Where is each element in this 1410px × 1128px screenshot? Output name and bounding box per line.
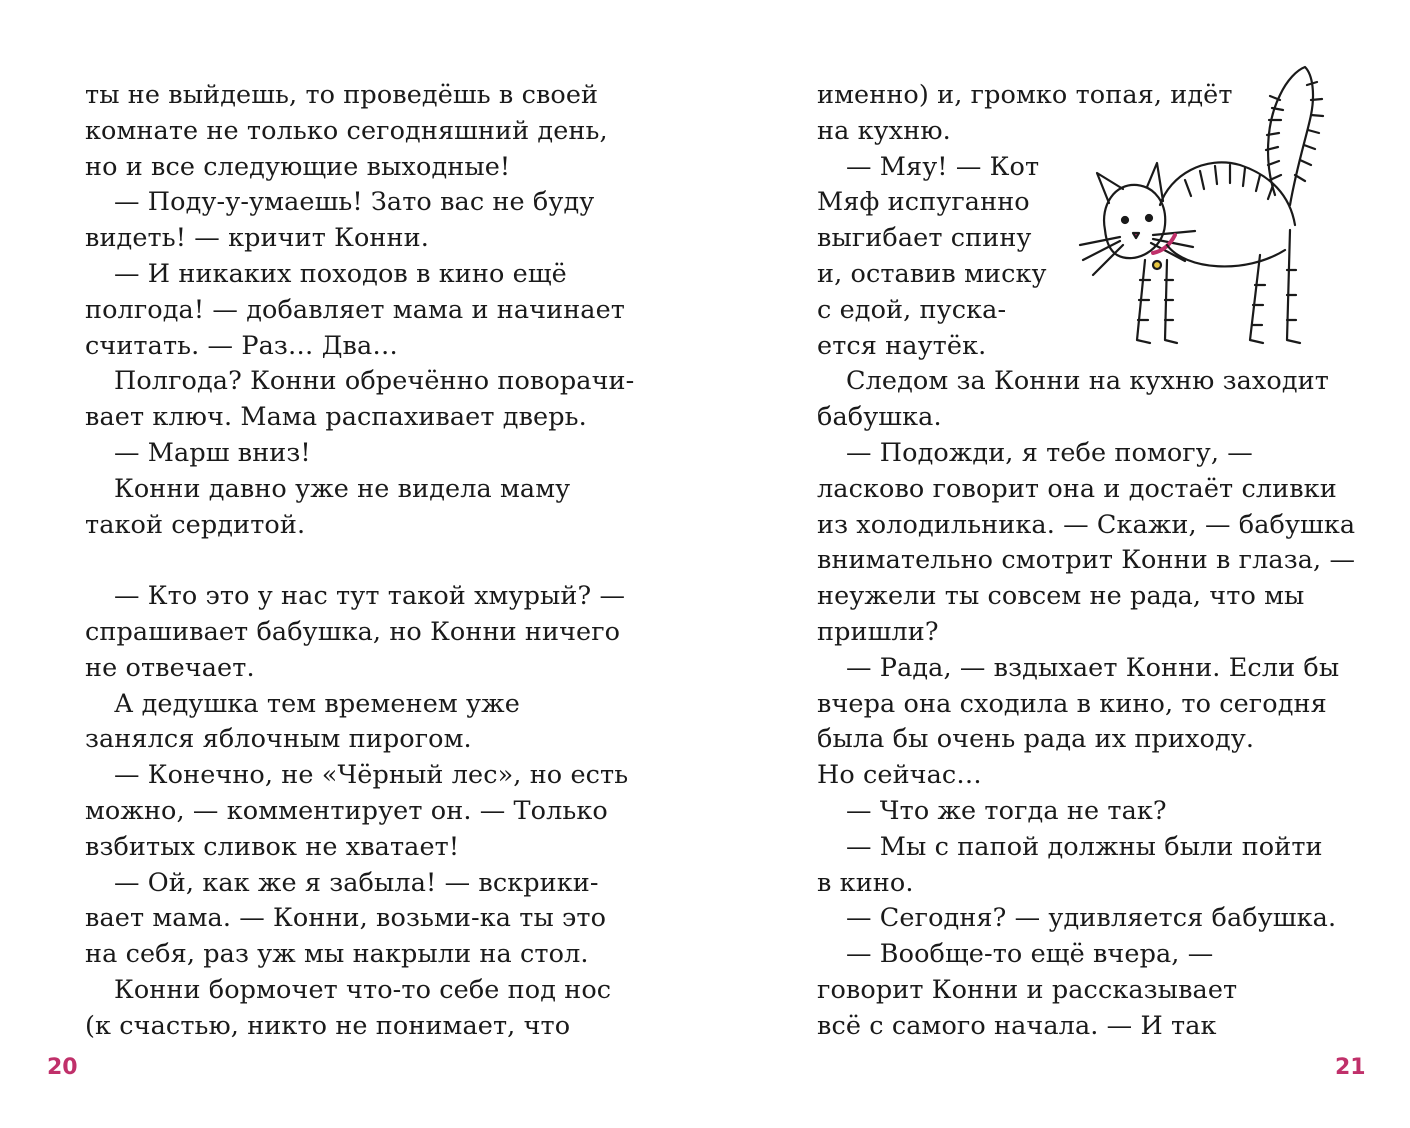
text-line: такой сердитой.	[85, 509, 306, 540]
text-line: говорит Конни и рассказывает	[817, 974, 1238, 1005]
text-line: вает мама. — Конни, возьми-ка ты это	[85, 903, 607, 934]
text-line: Полгода? Конни обречённо поворачи-	[114, 366, 635, 397]
text-line: — Поду-у-умаешь! Зато вас не буду	[114, 187, 595, 218]
text-line: Но сейчас…	[817, 760, 982, 791]
text-line	[85, 543, 605, 579]
text-line: с едой, пуска-	[817, 294, 1007, 325]
text-line: на кухню.	[817, 115, 951, 146]
text-line: комнате не только сегодняшний день,	[85, 115, 608, 146]
text-line: Конни бормочет что-то себе под нос	[114, 974, 612, 1005]
text-line: на себя, раз уж мы накрыли на стол.	[85, 939, 589, 970]
text-line: Мяф испуганно	[817, 187, 1030, 218]
text-line: из холодильника. — Скажи, — бабушка	[817, 509, 1356, 540]
text-line: — Рада, — вздыхает Конни. Если бы	[846, 652, 1340, 683]
text-line: вает ключ. Мама распахивает дверь.	[85, 402, 587, 433]
cat-arched-back-icon	[1075, 55, 1365, 355]
text-line: — Мяу! — Кот	[846, 151, 1040, 182]
text-line: ется наутёк.	[817, 330, 987, 361]
text-line: — Мы с папой должны были пойти	[846, 831, 1323, 862]
text-line: А дедушка тем временем уже	[114, 688, 520, 719]
text-line: ты не выйдешь, то проведёшь в своей	[85, 80, 599, 110]
text-line: — Марш вниз!	[114, 437, 311, 468]
text-line: но и все следующие выходные!	[85, 151, 511, 182]
text-line: бабушка.	[817, 402, 942, 433]
right-page-number: 21	[1335, 1055, 1366, 1080]
text-line: видеть! — кричит Конни.	[85, 223, 429, 254]
text-line: неужели ты совсем не рада, что мы	[817, 581, 1305, 612]
text-line: взбитых сливок не хватает!	[85, 831, 460, 862]
text-line: вчера она сходила в кино, то сегодня	[817, 688, 1327, 719]
text-line: Следом за Конни на кухню заходит	[846, 366, 1329, 397]
text-line: и, оставив миску	[817, 258, 1047, 289]
text-line: не отвечает.	[85, 652, 255, 683]
text-line: в кино.	[817, 867, 914, 898]
text-line: — Подожди, я тебе помогу, —	[846, 437, 1253, 468]
text-line: была бы очень рада их приходу.	[817, 724, 1255, 755]
text-line: полгода! — добавляет мама и начинает	[85, 294, 626, 325]
text-line: выгибает спину	[817, 223, 1032, 254]
text-line: всё с самого начала. — И так	[817, 1010, 1217, 1041]
text-line: спрашивает бабушка, но Конни ничего	[85, 616, 621, 647]
text-line: пришли?	[817, 616, 939, 647]
text-line: — Ой, как же я забыла! — вскрики-	[114, 867, 599, 898]
text-line: — Кто это у нас тут такой хмурый? —	[114, 581, 626, 612]
left-page-number: 20	[47, 1055, 78, 1080]
text-line: считать. — Раз… Два…	[85, 330, 398, 361]
text-line: именно) и, громко топая, идёт	[817, 80, 1233, 110]
text-line: занялся яблочным пирогом.	[85, 724, 472, 755]
text-line: можно, — комментирует он. — Только	[85, 795, 608, 826]
text-line: внимательно смотрит Конни в глаза, —	[817, 545, 1356, 576]
text-line: Конни давно уже не видела маму	[114, 473, 571, 504]
text-line: — Конечно, не «Чёрный лес», но есть	[114, 760, 629, 791]
left-page-text	[85, 78, 635, 1045]
text-line: — И никаких походов в кино ещё	[114, 258, 567, 289]
text-line: — Что же тогда не так?	[846, 795, 1167, 826]
text-line: — Сегодня? — удивляется бабушка.	[846, 903, 1337, 934]
text-line: ласково говорит она и достаёт сливки	[817, 473, 1337, 504]
text-line: (к счастью, никто не понимает, что	[85, 1010, 571, 1041]
text-line: — Вообще-то ещё вчера, —	[846, 939, 1214, 970]
